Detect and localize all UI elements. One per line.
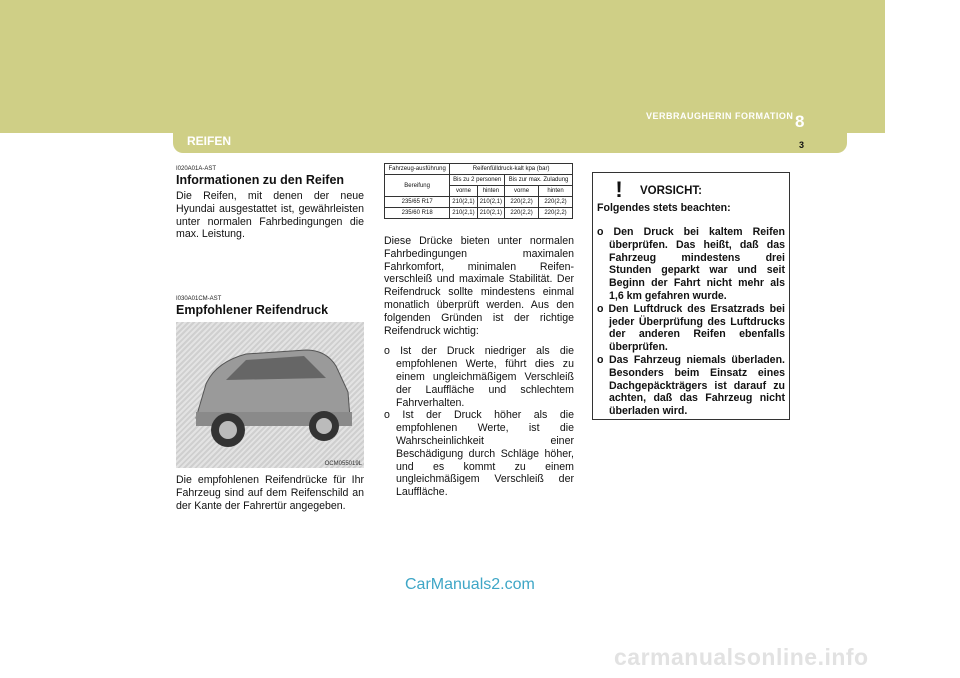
reason-list [384, 345, 574, 499]
section-text: Die Reifen, mit denen der neue Hyundai ausgestattet ist, gewährleisten unter normalen Fahrbedingungen die max. Leistung. [176, 190, 364, 241]
watermark-carmanualsonline: carmanualsonline.info [614, 644, 869, 670]
table-row: 235/60 R18 210(2,1) 210(2,1) 220(2,2) 220(2,2) [385, 208, 573, 219]
section-title: Empfohlener Reifendruck [176, 303, 329, 317]
table-header: Bis zu 2 personen [450, 175, 505, 186]
photo-code: OCM055019L [324, 461, 362, 467]
photo-caption: Die empfohlenen Reifendrücke für Ihr Fahrzeug sind auf dem Reifenschild an der Kante der Fahrertür angegeben. [176, 474, 364, 512]
pressure-section [176, 296, 364, 320]
table-header: Reifenfülldruck-kalt kpa (bar) [450, 164, 573, 175]
table-header: hinten [539, 186, 573, 197]
vehicle-photo [176, 322, 364, 468]
warning-intro: Folgendes stets beachten: [597, 202, 731, 214]
warning-icon [603, 174, 635, 205]
table-header: vorne [505, 186, 539, 197]
list-item: o Den Luftdruck des Ersatzrads bei jeder Überprüfung des Luftdrucks der anderen Reifen ebenfalls überprüfen. [597, 302, 785, 354]
warning-list [597, 226, 785, 418]
list-item: o Das Fahrzeug niemals überladen. Besonders beim Einsatz eines Dachgepäckträgers ist darauf zu achten, daß das Fahrzeug nicht überladen wird. [597, 353, 785, 418]
table-header: Fahrzeug-ausführung [385, 164, 450, 175]
table-row: 235/65 R17 210(2,1) 210(2,1) 220(2,2) 220(2,2) [385, 197, 573, 208]
svg-text:!: ! [615, 177, 623, 200]
pressure-text: Diese Drücke bieten unter normalen Fahrbedingungen maximalen Fahrkomfort, minimalen Reifen-verschleiß und maximale Stabilität. Der Reifendruck sollte mindestens einmal monatlich überprüft werden. Aus den folgenden Gründen ist der richtige Reifendruck wichtig: o Ist der Druck niedriger als die empfohlenen Werte, führt dies zu einem ungleichmäßigem Verschleiß der Lauffläche und schlechtem Fahrverhalten. o Ist der Druck höher als die empfohlenen Werte, ist die Wahrscheinlichkeit einer Beschädigung durch Schläge höher, und es kommt zu einem ungleichmäßigem Verschleiß der Lauffläche. [384, 235, 574, 499]
tire-info-section [176, 166, 364, 241]
page-heading: REIFEN [187, 134, 232, 148]
table-header: vorne [450, 186, 477, 197]
section-title: Informationen zu den Reifen [176, 173, 345, 187]
table-header: Bereifung [385, 175, 450, 197]
list-item: o Den Druck bei kaltem Reifen überprüfen. Das heißt, daß das Fahrzeug mindestens drei Stunden geparkt war und seit Beginn der Fahrt nicht mehr als 1,6 km gefahren wurde. [597, 226, 785, 302]
table-header: Bis zur max. Zuladung [505, 175, 573, 186]
list-item: o Ist der Druck niedriger als die empfohlenen Werte, führt dies zu einem ungleichmäßigem Verschleiß der Lauffläche und schlechtem Fahrverhalten. [384, 345, 574, 409]
page-number: 3 [799, 140, 805, 150]
section-code: I020A01A-AST [176, 166, 217, 172]
section-number: 8 [795, 112, 805, 131]
header-tab-strip [173, 133, 847, 153]
section-code: I030A01CM-AST [176, 296, 222, 302]
table-header: hinten [477, 186, 504, 197]
watermark-carmanuals2: CarManuals2.com [405, 576, 535, 593]
car-illustration [176, 322, 364, 468]
warning-title: VORSICHT: [640, 185, 702, 197]
section-title: VERBRAUGHERIN FORMATION [646, 111, 794, 121]
list-item: o Ist der Druck höher als die empfohlenen Werte, ist die Wahrscheinlichkeit einer Beschädigung durch Schläge höher, und es kommt zu einem ungleichmäßigem Verschleiß der Lauffläche. [384, 409, 574, 499]
tire-pressure-table [384, 163, 573, 219]
